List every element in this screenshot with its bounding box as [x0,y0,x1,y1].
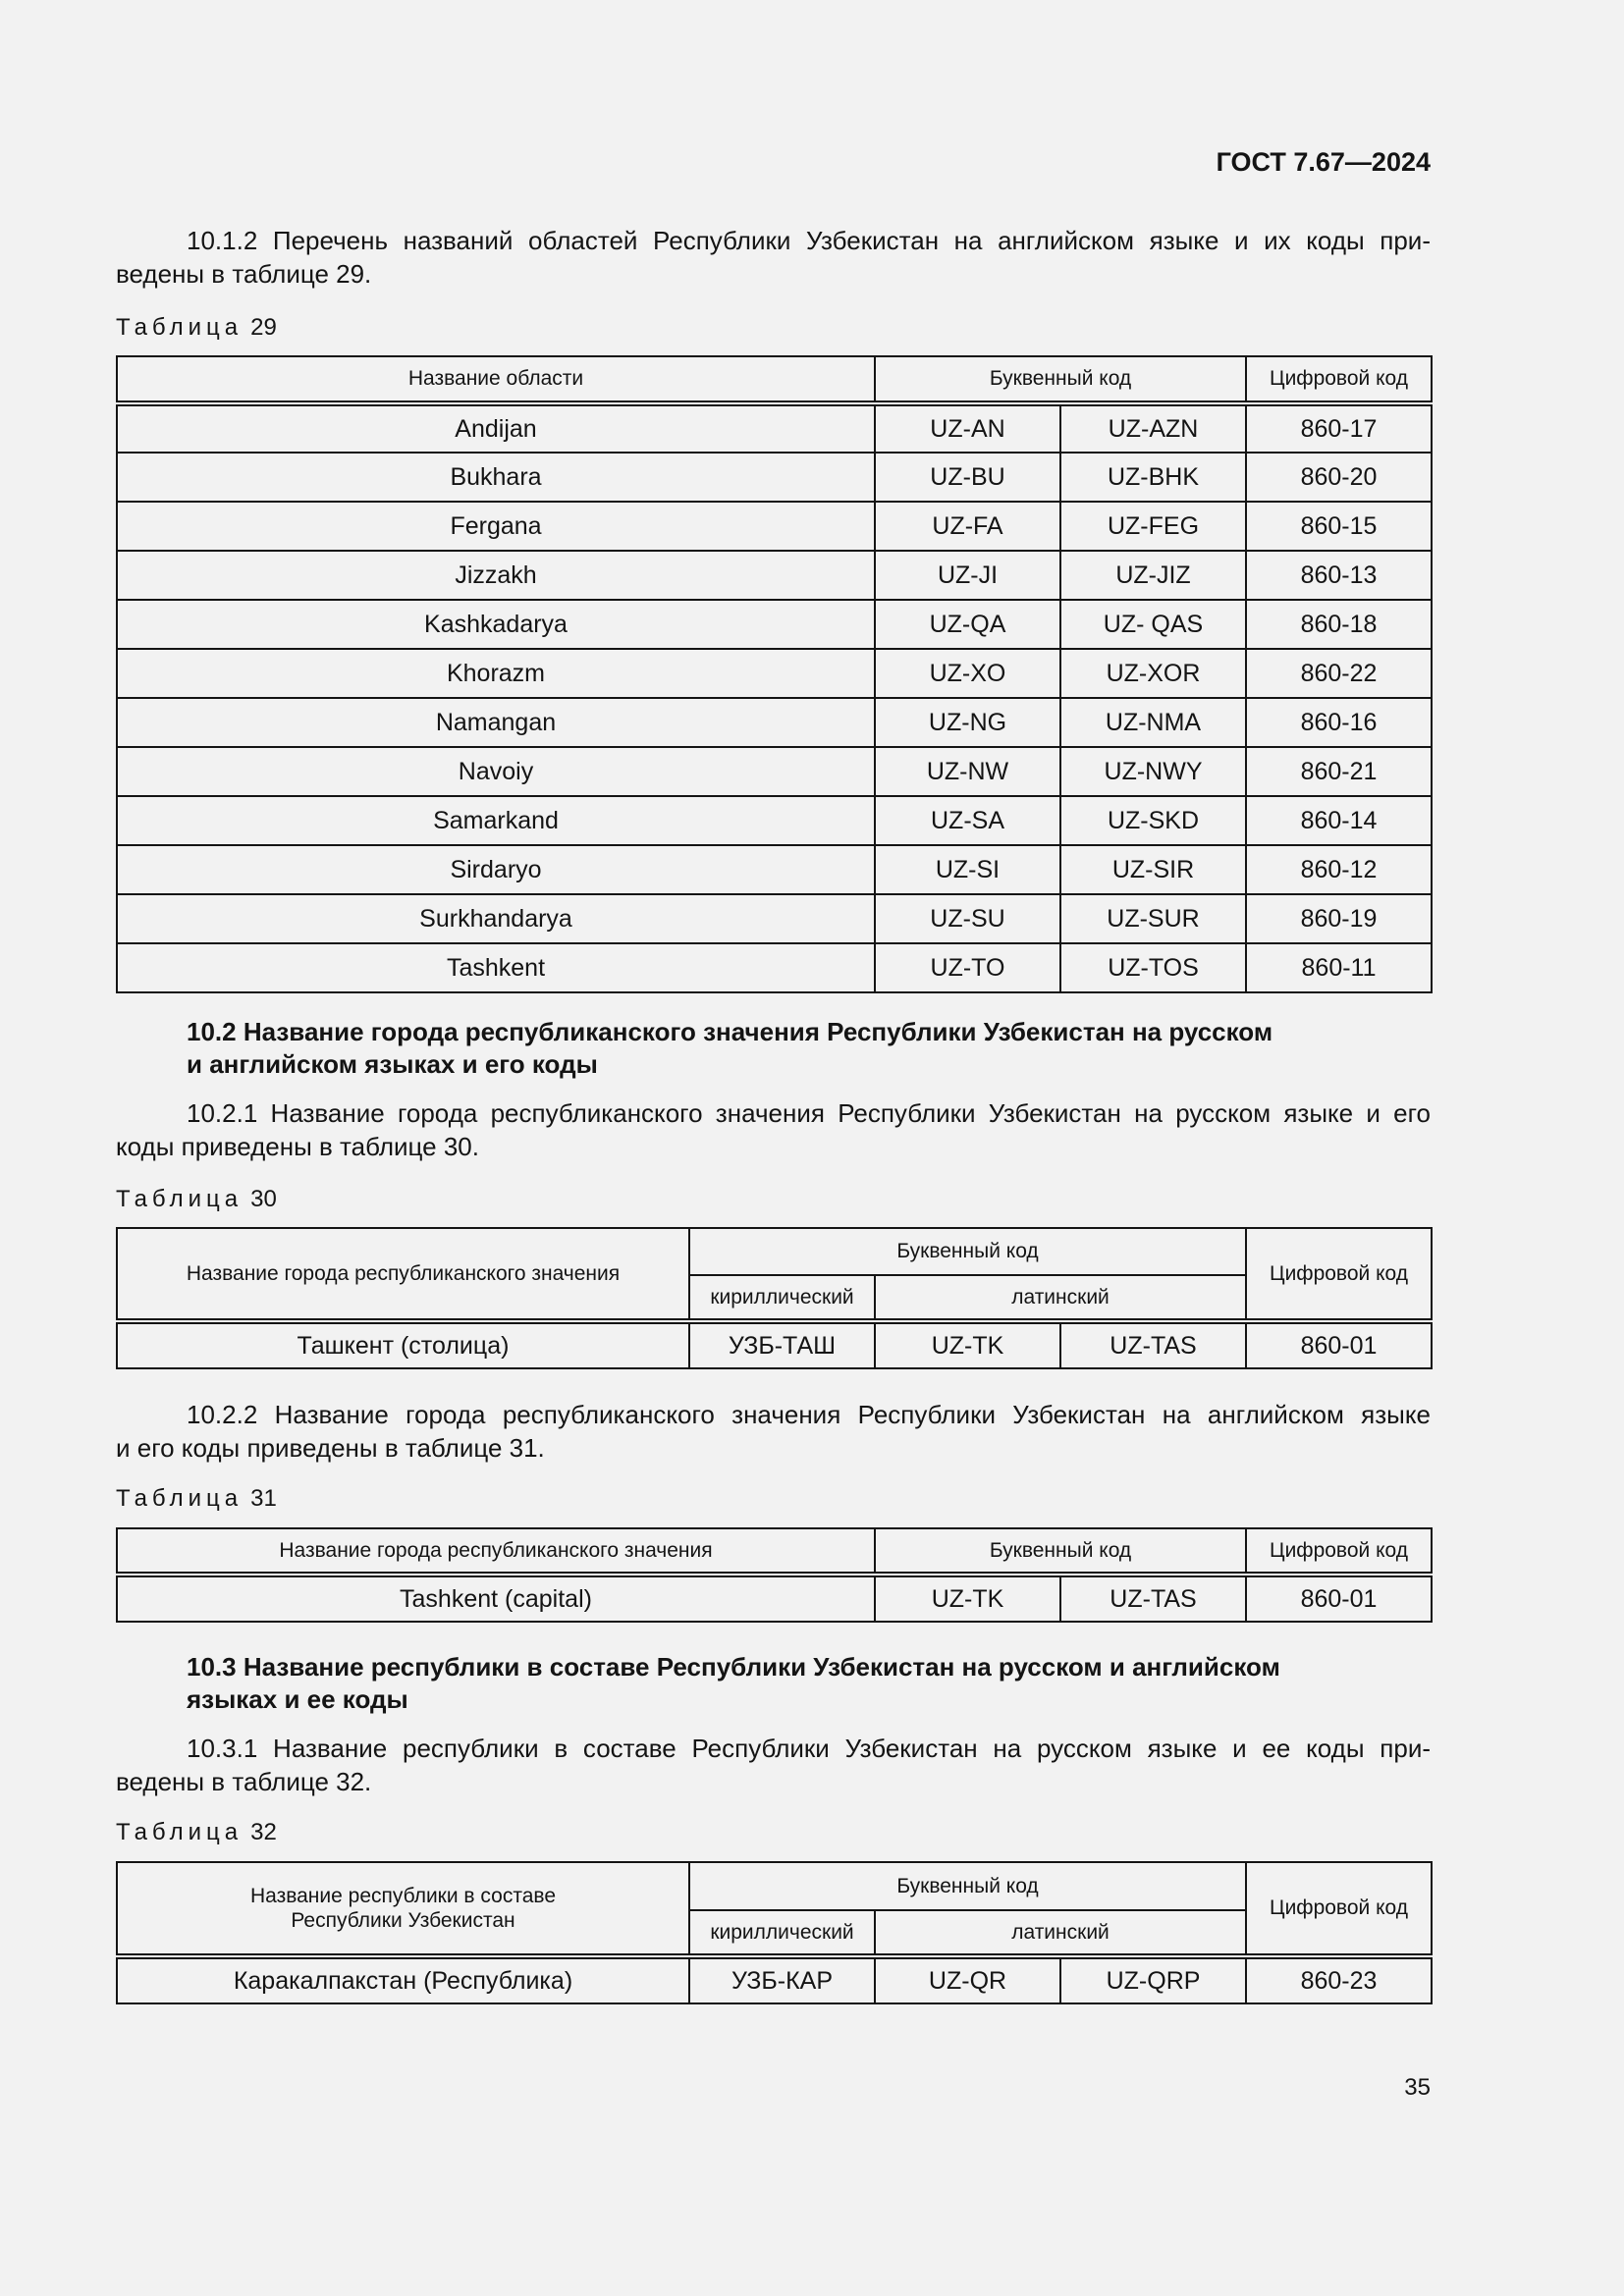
cell-region-name: Bukhara [117,453,875,502]
header-numeric-code: Цифровой код [1246,356,1432,403]
table-row [117,649,1432,698]
cell-numeric-code: 860-22 [1246,649,1432,698]
cell-numeric-code: 860-15 [1246,502,1432,551]
cell-region-name: Sirdaryo [117,845,875,894]
header-numeric-code: Цифровой код [1246,1228,1432,1321]
header-city-name: Название города республиканского значения [117,1528,875,1575]
cell-region-name: Tashkent [117,943,875,992]
cell-cyrillic-code: УЗБ-КАР [689,1956,875,2003]
cell-region-name: Surkhandarya [117,894,875,943]
cell-alpha-code-2: UZ-TO [875,943,1060,992]
paragraph-10-3-1 [116,1732,1431,1798]
heading-line: 10.2 Название города республиканского значения Республики Узбекистан на русском [187,1017,1273,1046]
table-row [117,1321,1432,1368]
cell-alpha-code-2: UZ-NG [875,698,1060,747]
header-alpha-code: Буквенный код [689,1862,1246,1910]
cell-latin-code-2: UZ-QR [875,1956,1060,2003]
cell-alpha-code-2: UZ-FA [875,502,1060,551]
table-31 [116,1527,1433,1623]
paragraph-10-2-1 [116,1096,1431,1163]
page-number: 35 [1404,2074,1431,2101]
cell-numeric-code: 860-11 [1246,943,1432,992]
cell-alpha-code-3: UZ-TAS [1060,1575,1246,1622]
table-row [117,796,1432,845]
cell-cyrillic-code: УЗБ-ТАШ [689,1321,875,1368]
caption-word: Таблица [116,1485,244,1512]
cell-alpha-code-2: UZ-QA [875,600,1060,649]
cell-latin-code-3: UZ-QRP [1060,1956,1246,2003]
table-row [117,403,1432,453]
cell-alpha-code-2: UZ-BU [875,453,1060,502]
table-30-caption [116,1186,277,1213]
header-city-name: Название города республиканского значения [117,1228,689,1321]
table-30 [116,1227,1433,1369]
cell-alpha-code-2: UZ-SA [875,796,1060,845]
paragraph-10-2-2 [116,1398,1431,1465]
cell-numeric-code: 860-19 [1246,894,1432,943]
table-row [117,1956,1432,2003]
header-cyrillic: кириллический [689,1910,875,1956]
cell-numeric-code: 860-17 [1246,403,1432,453]
header-cyrillic: кириллический [689,1275,875,1321]
caption-number: 30 [250,1186,277,1212]
header-numeric-code: Цифровой код [1246,1528,1432,1575]
caption-word: Таблица [116,1819,244,1845]
table-row [117,1575,1432,1622]
cell-alpha-code-3: UZ- QAS [1060,600,1246,649]
paragraph-line: ведены в таблице 32. [116,1767,372,1796]
table-32-caption [116,1819,277,1846]
section-heading-10-3 [187,1651,1431,1716]
cell-region-name: Andijan [117,403,875,453]
paragraph-line: и его коды приведены в таблице 31. [116,1433,545,1463]
cell-alpha-code-2: UZ-SU [875,894,1060,943]
cell-alpha-code-3: UZ-SUR [1060,894,1246,943]
paragraph-10-1-2 [116,224,1431,291]
table-row [117,845,1432,894]
table-row [117,551,1432,600]
cell-numeric-code: 860-01 [1246,1575,1432,1622]
table-row [117,943,1432,992]
cell-numeric-code: 860-13 [1246,551,1432,600]
cell-numeric-code: 860-14 [1246,796,1432,845]
cell-alpha-code-3: UZ-NWY [1060,747,1246,796]
header-alpha-code: Буквенный код [875,356,1246,403]
cell-alpha-code-3: UZ-SIR [1060,845,1246,894]
cell-name: Tashkent (capital) [117,1575,875,1622]
cell-alpha-code-3: UZ-XOR [1060,649,1246,698]
table-29-caption [116,314,277,342]
heading-line: и английском языках и его коды [187,1049,598,1079]
cell-alpha-code-2: UZ-SI [875,845,1060,894]
table-29 [116,355,1433,993]
cell-region-name: Jizzakh [117,551,875,600]
cell-numeric-code: 860-20 [1246,453,1432,502]
cell-alpha-code-3: UZ-AZN [1060,403,1246,453]
caption-number: 31 [250,1485,277,1512]
cell-latin-code-2: UZ-TK [875,1321,1060,1368]
table-31-caption [116,1485,277,1513]
table-row [117,502,1432,551]
header-alpha-code: Буквенный код [875,1528,1246,1575]
caption-number: 32 [250,1819,277,1845]
table-row [117,453,1432,502]
paragraph-line: 10.2.1 Название города республиканского значения Республики Узбекистан на русском языке и его [187,1098,1431,1128]
cell-alpha-code-3: UZ-JIZ [1060,551,1246,600]
cell-region-name: Khorazm [117,649,875,698]
cell-numeric-code: 860-18 [1246,600,1432,649]
table-row [117,698,1432,747]
cell-alpha-code-2: UZ-JI [875,551,1060,600]
caption-word: Таблица [116,314,244,341]
cell-alpha-code-2: UZ-XO [875,649,1060,698]
header-latin: латинский [875,1275,1246,1321]
cell-name: Каракалпакстан (Республика) [117,1956,689,2003]
cell-region-name: Fergana [117,502,875,551]
paragraph-line: коды приведены в таблице 30. [116,1132,479,1161]
table-row [117,894,1432,943]
header-line: Название республики в составе [249,1885,557,1907]
table-row [117,600,1432,649]
cell-numeric-code: 860-23 [1246,1956,1432,2003]
cell-latin-code-3: UZ-TAS [1060,1321,1246,1368]
cell-region-name: Navoiy [117,747,875,796]
paragraph-line: ведены в таблице 29. [116,259,372,289]
cell-alpha-code-2: UZ-AN [875,403,1060,453]
cell-alpha-code-3: UZ-TOS [1060,943,1246,992]
document-standard-number: ГОСТ 7.67—2024 [1216,147,1431,177]
header-region-name: Название области [117,356,875,403]
cell-region-name: Kashkadarya [117,600,875,649]
cell-numeric-code: 860-01 [1246,1321,1432,1368]
header-alpha-code: Буквенный код [689,1228,1246,1275]
caption-number: 29 [250,314,277,341]
cell-alpha-code-3: UZ-SKD [1060,796,1246,845]
cell-numeric-code: 860-16 [1246,698,1432,747]
paragraph-line: 10.1.2 Перечень названий областей Республики Узбекистан на английском языке и их коды при- [187,226,1431,255]
heading-line: языках и ее коды [187,1684,408,1714]
header-latin: латинский [875,1910,1246,1956]
section-heading-10-2 [187,1016,1431,1081]
paragraph-line: 10.3.1 Название республики в составе Республики Узбекистан на русском языке и ее коды при- [187,1734,1431,1763]
heading-line: 10.3 Название республики в составе Республики Узбекистан на русском и английском [187,1652,1280,1682]
cell-alpha-code-3: UZ-FEG [1060,502,1246,551]
cell-alpha-code-3: UZ-BHK [1060,453,1246,502]
caption-word: Таблица [116,1186,244,1212]
cell-name: Ташкент (столица) [117,1321,689,1368]
cell-alpha-code-2: UZ-TK [875,1575,1060,1622]
cell-numeric-code: 860-12 [1246,845,1432,894]
cell-alpha-code-3: UZ-NMA [1060,698,1246,747]
cell-numeric-code: 860-21 [1246,747,1432,796]
cell-region-name: Namangan [117,698,875,747]
paragraph-line: 10.2.2 Название города республиканского значения Республики Узбекистан на английском языке [187,1400,1431,1429]
table-32 [116,1861,1433,2004]
header-numeric-code: Цифровой код [1246,1862,1432,1956]
cell-region-name: Samarkand [117,796,875,845]
cell-alpha-code-2: UZ-NW [875,747,1060,796]
table-row [117,747,1432,796]
header-line: Республики Узбекистан [291,1909,515,1932]
header-republic-name [117,1862,689,1956]
